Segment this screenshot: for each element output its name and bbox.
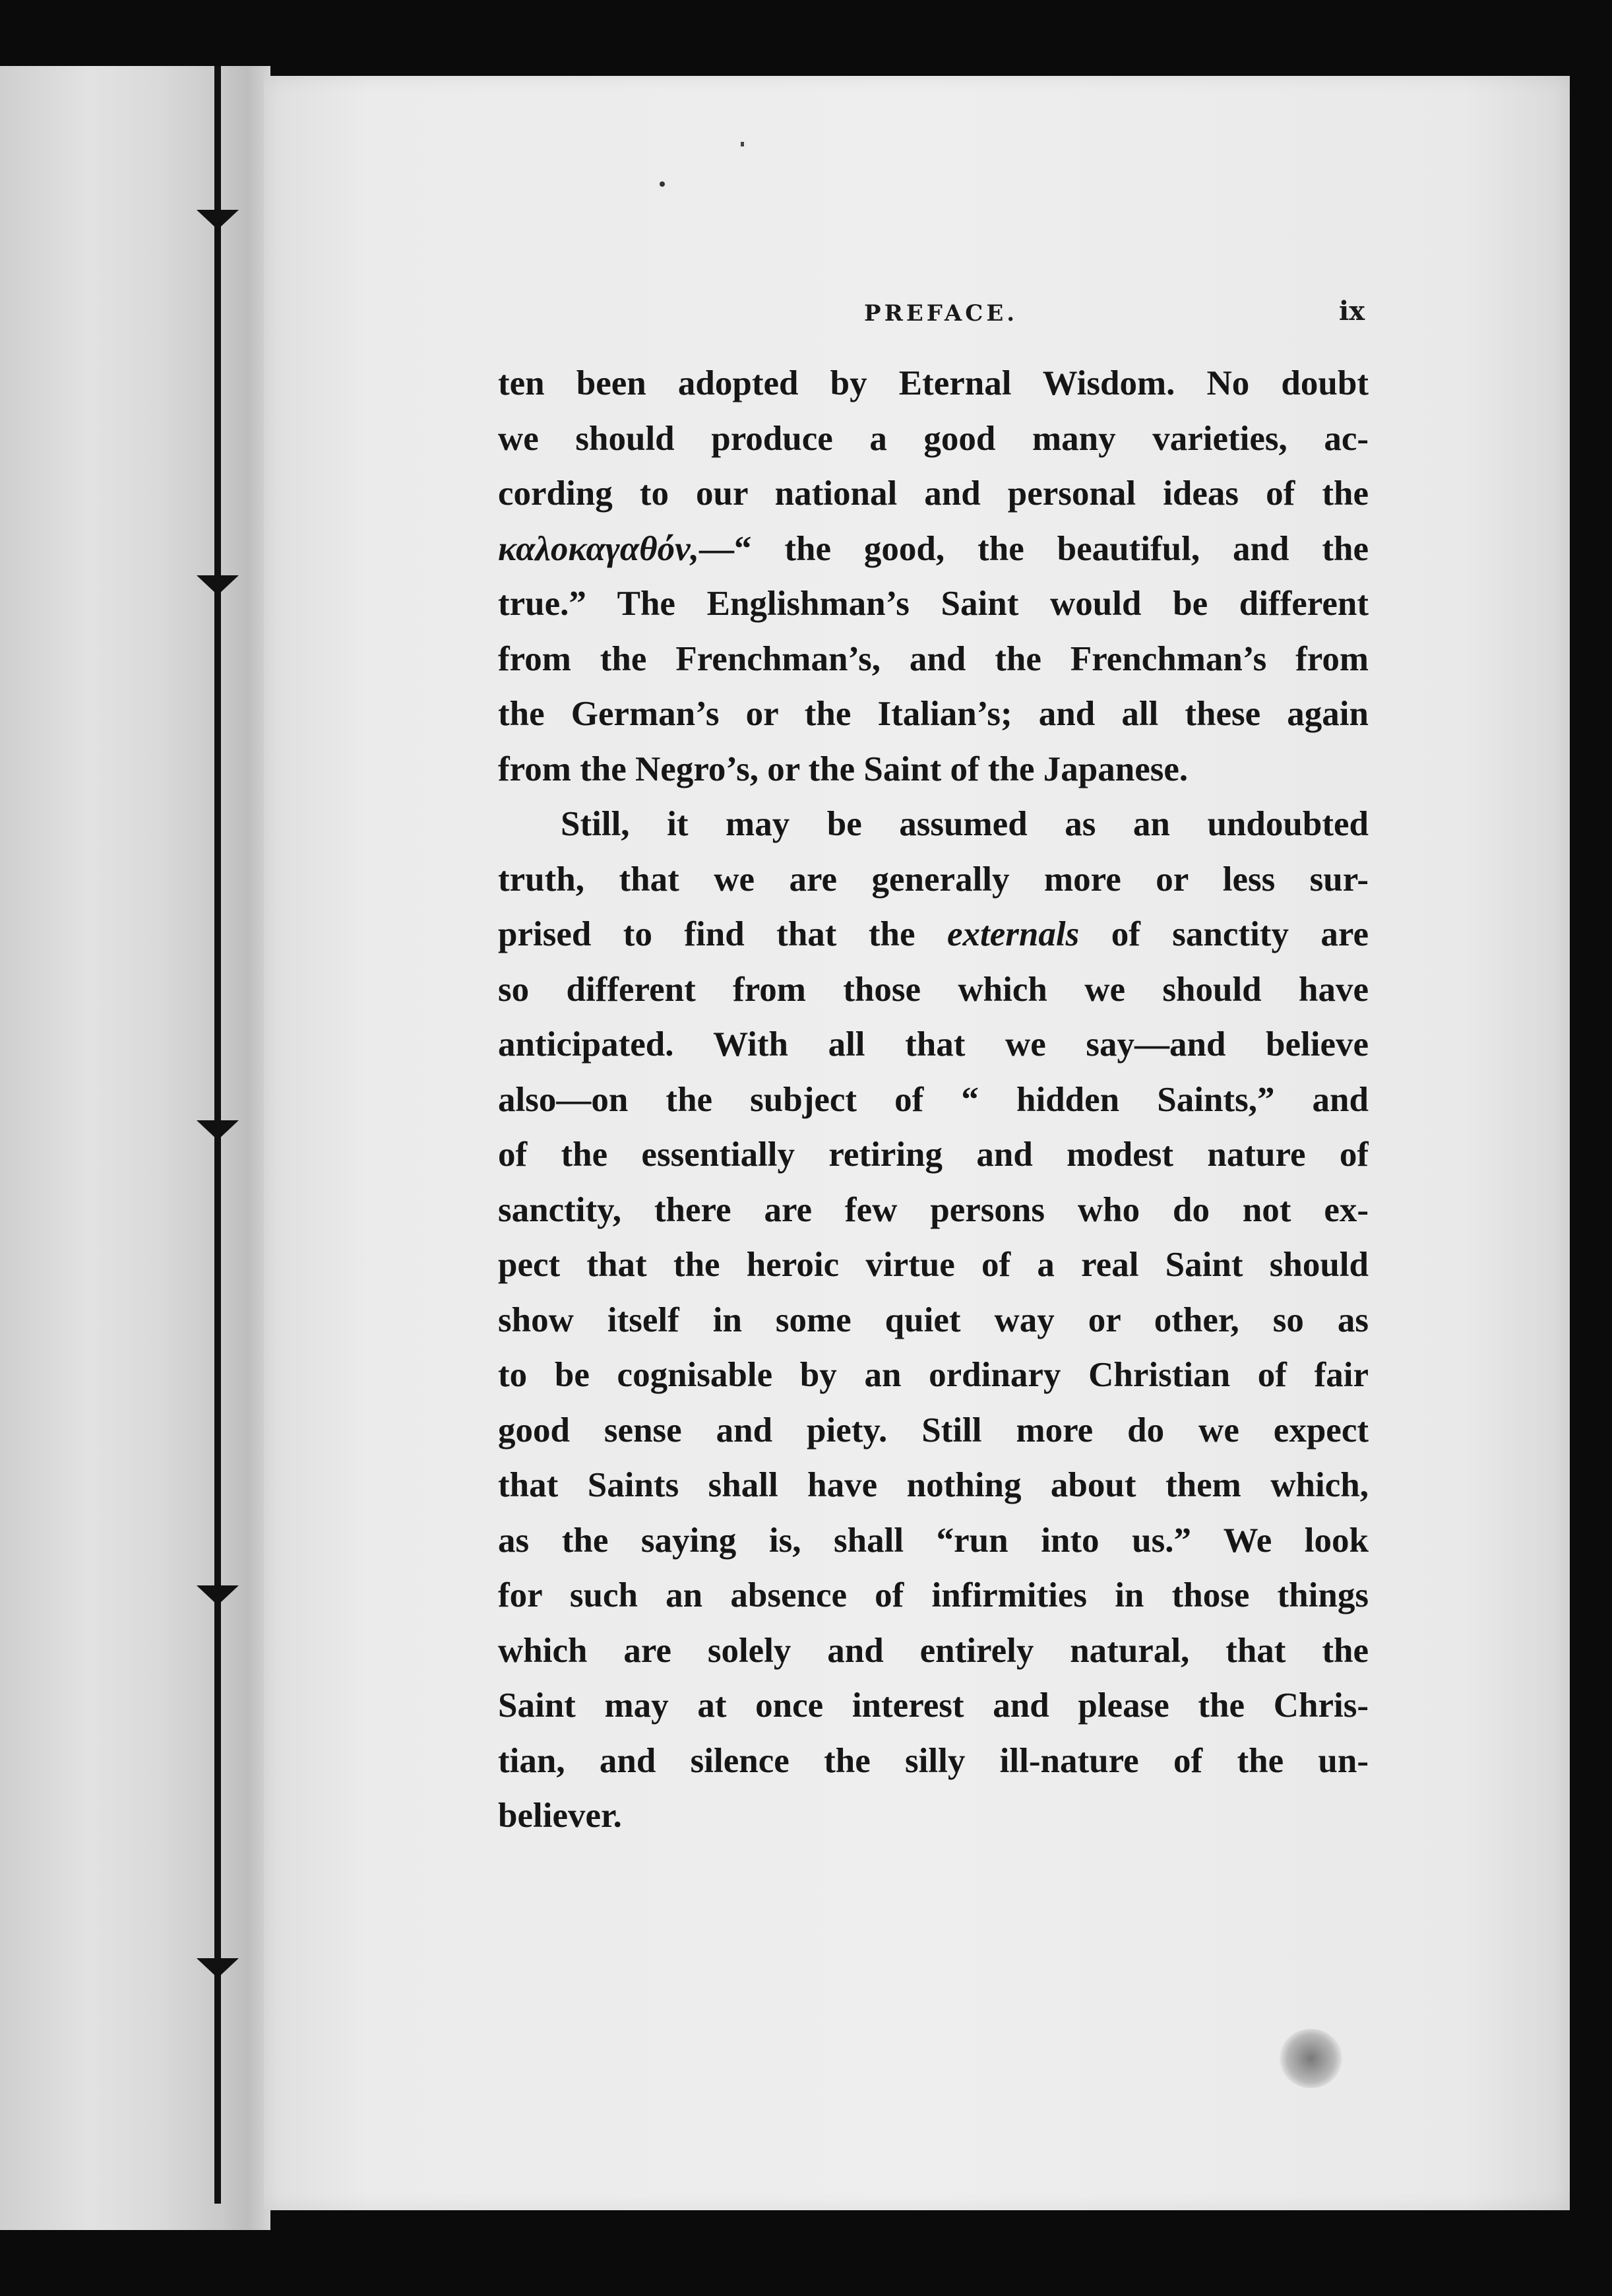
line-text: pect that the heroic virtue of a real Saint should	[498, 1246, 1369, 1284]
line-text: also—on the subject of “ hidden Saints,” and	[498, 1080, 1369, 1119]
dust-speck	[660, 181, 665, 187]
line-text: from the Frenchman’s, and the Frenchman’s from	[498, 639, 1369, 678]
facing-page-edge	[0, 66, 224, 2230]
dust-speck	[741, 142, 744, 146]
line-text: believer.	[498, 1797, 622, 1835]
text-line	[498, 1348, 1369, 1403]
text-line	[498, 963, 1369, 1018]
text-line	[498, 1183, 1369, 1238]
text-line	[498, 1458, 1369, 1514]
line-text: the German’s or the Italian’s; and all these again	[498, 695, 1369, 733]
text-line	[498, 1734, 1369, 1789]
body-text	[498, 356, 1369, 1844]
text-line	[498, 577, 1369, 632]
text-line	[498, 1789, 1369, 1844]
line-text: of the essentially retiring and modest nature of	[498, 1135, 1369, 1174]
text-line	[498, 1293, 1369, 1349]
binding-stitch	[197, 210, 239, 230]
text-line	[498, 1017, 1369, 1073]
text-line	[498, 412, 1369, 467]
binding-stitch	[197, 1958, 239, 1978]
line-text: so different from those which we should have	[498, 970, 1369, 1009]
text-line	[498, 1514, 1369, 1569]
running-head: PREFACE.	[864, 300, 1018, 327]
text-line	[498, 632, 1369, 687]
binding-stitch	[197, 1585, 239, 1605]
text-line	[498, 852, 1369, 908]
text-line	[498, 742, 1369, 798]
ink-smudge	[1280, 2029, 1342, 2088]
binding-stitch	[197, 575, 239, 595]
line-text: true.” The Englishman’s Saint would be different	[498, 585, 1369, 623]
text-line	[498, 1238, 1369, 1293]
text-line	[498, 797, 1369, 852]
line-text: we should produce a good many varieties, ac-	[498, 419, 1369, 458]
text-line	[498, 907, 1369, 963]
text-line	[498, 466, 1369, 522]
text-line	[498, 1403, 1369, 1459]
line-text: of sanctity are	[1079, 915, 1369, 953]
line-text: as the saying is, shall “run into us.” We look	[498, 1521, 1369, 1560]
line-text: prised to find that the	[498, 915, 948, 953]
line-text: that Saints shall have nothing about them which,	[498, 1466, 1369, 1504]
line-text: tian, and silence the silly ill-nature of the un-	[498, 1741, 1369, 1780]
line-text: from the Negro’s, or the Saint of the Japanese.	[498, 749, 1189, 788]
line-text: for such an absence of infirmities in those things	[498, 1576, 1369, 1614]
line-text: to be cognisable by an ordinary Christian of fair	[498, 1356, 1369, 1394]
text-line	[498, 522, 1369, 577]
line-text: sanctity, there are few persons who do not ex-	[498, 1190, 1369, 1229]
line-text: Saint may at once interest and please the Chris-	[498, 1686, 1369, 1725]
text-line	[498, 1624, 1369, 1679]
text-line	[498, 356, 1369, 412]
italic-text: externals	[947, 915, 1080, 953]
page-number: ix	[1339, 296, 1365, 327]
line-text: truth, that we are generally more or less sur-	[498, 860, 1369, 899]
italic-text: καλοκαγαθόν,	[498, 529, 699, 568]
text-line	[498, 1678, 1369, 1734]
binding-stitch	[197, 1120, 239, 1140]
line-text: Still, it may be assumed as an undoubted	[561, 805, 1369, 843]
line-text: cording to our national and personal ideas of the	[498, 474, 1369, 513]
text-line	[498, 1568, 1369, 1624]
line-text: —“ the good, the beautiful, and the	[698, 529, 1369, 568]
line-text: anticipated. With all that we say—and believe	[498, 1025, 1369, 1064]
line-text: ten been adopted by Eternal Wisdom. No doubt	[498, 364, 1369, 402]
text-line	[498, 687, 1369, 742]
text-line	[498, 1073, 1369, 1128]
line-text: which are solely and entirely natural, that the	[498, 1631, 1369, 1670]
line-text: show itself in some quiet way or other, so as	[498, 1300, 1369, 1339]
line-text: good sense and piety. Still more do we expect	[498, 1411, 1369, 1450]
text-line	[498, 1128, 1369, 1183]
